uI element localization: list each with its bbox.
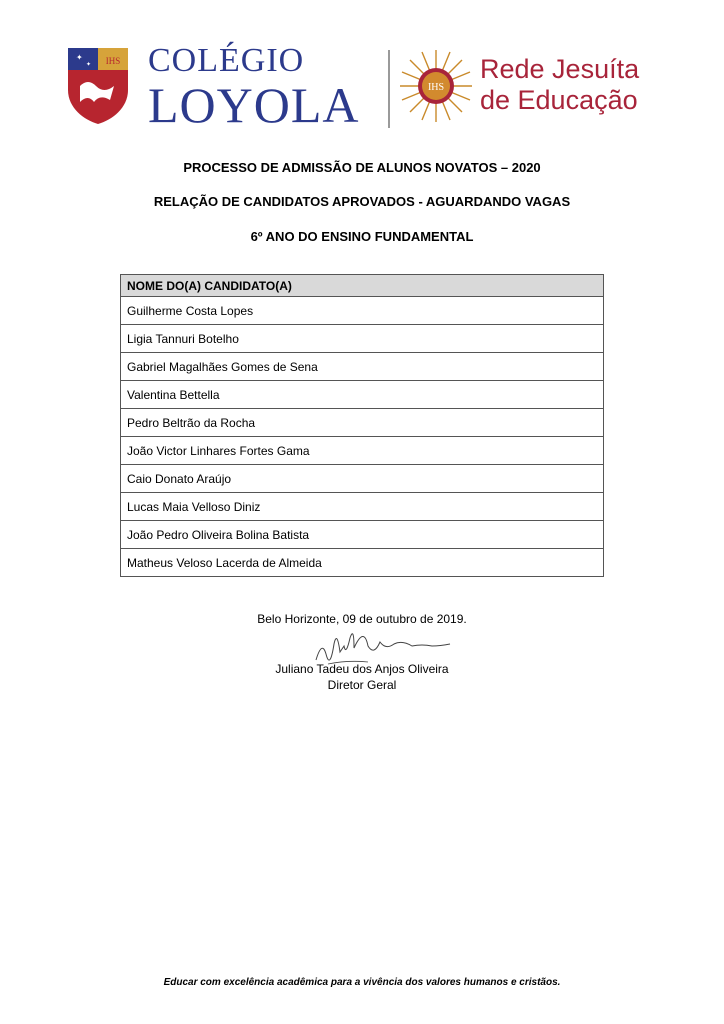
place-and-date: Belo Horizonte, 09 de outubro de 2019. (257, 612, 467, 626)
candidate-name: João Pedro Oliveira Bolina Batista (121, 521, 604, 549)
table-row (121, 437, 604, 465)
table-row (121, 521, 604, 549)
signer-name: Juliano Tadeu dos Anjos Oliveira (275, 662, 449, 676)
column-header-name: NOME DO(A) CANDIDATO(A) (121, 275, 604, 297)
svg-text:✦: ✦ (76, 53, 83, 62)
college-name (148, 42, 360, 133)
table-row (121, 381, 604, 409)
table-row (121, 465, 604, 493)
candidate-name: Gabriel Magalhães Gomes de Sena (121, 353, 604, 381)
network-name-line2: de Educação (480, 85, 638, 115)
table-row (121, 353, 604, 381)
candidate-name: Valentina Bettella (121, 381, 604, 409)
candidate-name: Ligia Tannuri Botelho (121, 325, 604, 353)
logo-divider (388, 50, 390, 128)
table-header-row (121, 275, 604, 297)
college-name-line1: COLÉGIO (148, 42, 305, 79)
letterhead (66, 44, 666, 134)
table-row (121, 409, 604, 437)
college-shield-logo (66, 46, 130, 126)
candidate-name: Lucas Maia Velloso Diniz (121, 493, 604, 521)
candidate-name: Pedro Beltrão da Rocha (121, 409, 604, 437)
college-name-line2: LOYOLA (148, 77, 360, 133)
candidates-table (120, 274, 604, 577)
network-name (480, 54, 639, 116)
table-row (121, 325, 604, 353)
svg-text:✦: ✦ (86, 62, 92, 68)
document-title: PROCESSO DE ADMISSÃO DE ALUNOS NOVATOS – 2020 (183, 160, 541, 175)
candidate-name: Caio Donato Araújo (121, 465, 604, 493)
document-subtitle: RELAÇÃO DE CANDIDATOS APROVADOS - AGUARDANDO VAGAS (153, 194, 571, 209)
footer-motto: Educar com excelência acadêmica para a vivência dos valores humanos e cristãos. (163, 977, 561, 988)
table-row (121, 493, 604, 521)
document-grade: 6º ANO DO ENSINO FUNDAMENTAL (250, 229, 474, 244)
table-row (121, 297, 604, 325)
network-name-line1: Rede Jesuíta (480, 54, 640, 84)
candidate-name: Guilherme Costa Lopes (121, 297, 604, 325)
candidate-name: João Victor Linhares Fortes Gama (121, 437, 604, 465)
signer-role: Diretor Geral (327, 678, 397, 692)
shield-ihs-text: IHS (105, 56, 121, 66)
table-row (121, 549, 604, 577)
sun-ihs-text: IHS (427, 82, 445, 93)
jesuit-sun-logo (398, 48, 474, 124)
candidate-name: Matheus Veloso Lacerda de Almeida (121, 549, 604, 577)
